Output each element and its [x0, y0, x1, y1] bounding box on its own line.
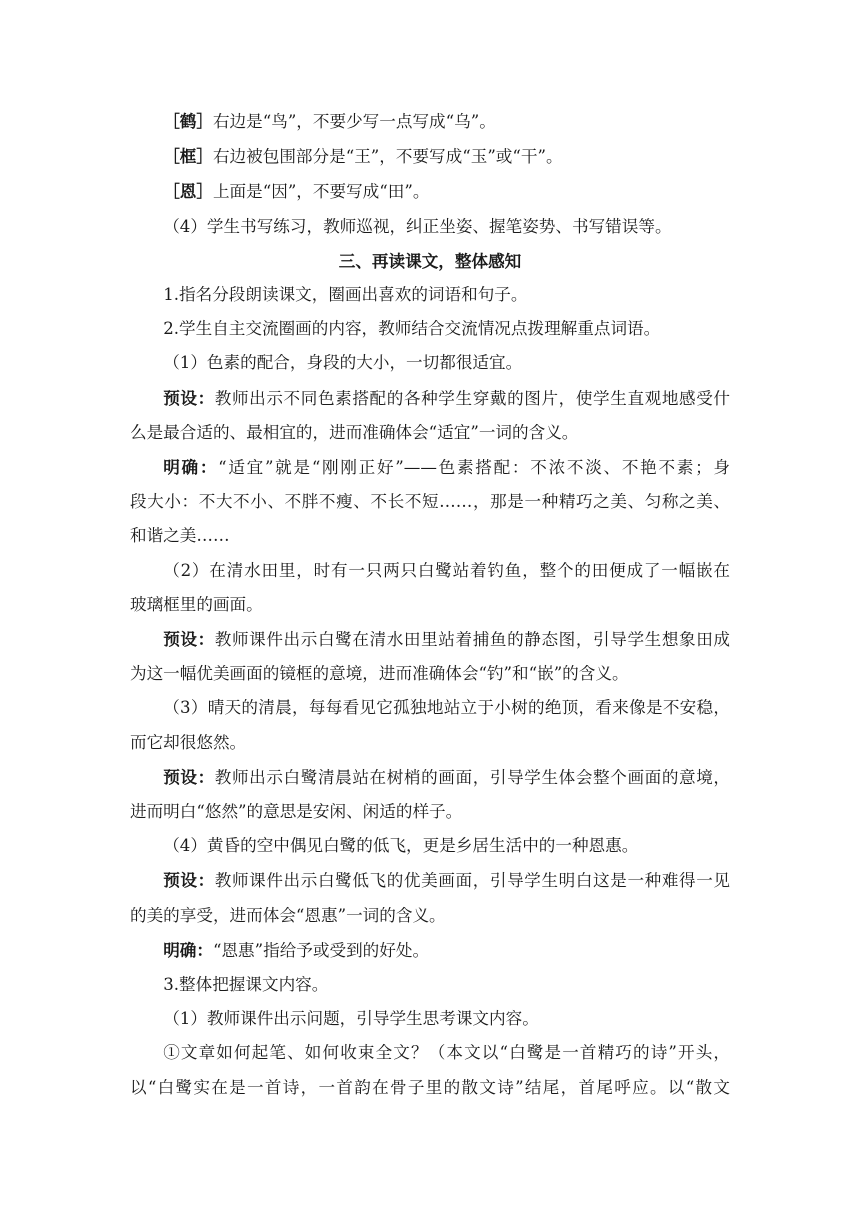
- step-3-1: （1）教师课件出示问题，引导学生思考课文内容。: [163, 1009, 539, 1029]
- q1-clarify-line: [130, 450, 730, 485]
- preset-label: 预设：: [163, 766, 215, 787]
- q1-clarify-line: 和谐之美……: [130, 526, 230, 546]
- clarify-text: “适宜”就是“刚刚正好”——色素搭配：不浓不淡、不艳不素；身: [218, 458, 731, 478]
- q3-preset-line: [130, 760, 730, 795]
- clarify-label: 明确：: [163, 457, 219, 478]
- char-note-text: 右边被包围部分是“王”，不要写成“玉”或“干”。: [212, 147, 563, 167]
- clarify-text: “恩惠”指给予或受到的好处。: [212, 940, 430, 960]
- char-term: ［恩］: [163, 181, 213, 202]
- clarify-label: 明确：: [163, 939, 213, 960]
- q1-preset-line: [130, 381, 730, 416]
- q1-clarify-line: 段大小：不大不小、不胖不瘦、不长不短……，那是一种精巧之美、匀称之美、: [130, 492, 730, 512]
- char-term: ［框］: [163, 146, 213, 167]
- section-heading: 三、再读课文，整体感知: [338, 250, 522, 271]
- q4-preset-line: [130, 863, 730, 898]
- preset-label: 预设：: [163, 870, 215, 891]
- char-note-kuang: [130, 139, 730, 174]
- q1-preset-line: 么是最合适的、最相宜的，进而准确体会“适宜”一词的含义。: [130, 422, 579, 442]
- q2-preset-line: [130, 622, 730, 657]
- char-note-he: [130, 104, 730, 139]
- question-2-line: （2）在清水田里，时有一只两只白鹭站着钓鱼，整个的田便成了一幅嵌在: [163, 560, 730, 580]
- question-2-line: 玻璃框里的画面。: [130, 594, 263, 614]
- q4-preset-line: 的美的享受，进而体会“恩惠”一词的含义。: [130, 905, 446, 925]
- preset-text: 教师出示不同色素搭配的各种学生穿戴的图片，使学生直观地感受什: [214, 388, 731, 408]
- question-3-line: 而它却很悠然。: [130, 732, 247, 752]
- preset-text: 教师出示白鹭清晨站在树梢的画面，引导学生体会整个画面的意境，: [214, 767, 731, 787]
- question-1: （1）色素的配合，身段的大小，一切都很适宜。: [163, 353, 523, 373]
- char-term: ［鹤］: [163, 111, 213, 131]
- q4-clarify: [130, 933, 730, 968]
- step-3-question-line: ①文章如何起笔、如何收束全文？（本文以“白鹭是一首精巧的诗”开头，: [163, 1043, 730, 1063]
- char-note-text: 上面是“因”，不要写成“田”。: [212, 182, 430, 202]
- preset-label: 预设：: [163, 629, 215, 650]
- question-4: （4）黄昏的空中偶见白鹭的低飞，更是乡居生活中的一种恩惠。: [163, 836, 639, 856]
- step-2: 2.学生自主交流圈画的内容，教师结合交流情况点拨理解重点词语。: [163, 319, 661, 339]
- step-3: 3.整体把握课文内容。: [163, 975, 329, 995]
- practice-paragraph: （4）学生书写练习，教师巡视，纠正坐姿、握笔姿势、书写错误等。: [163, 216, 672, 236]
- q3-preset-line: 进而明白“悠然”的意思是安闲、闲适的样子。: [130, 802, 463, 822]
- preset-text: 教师课件出示白鹭低飞的优美画面，引导学生明白这是一种难得一见: [214, 871, 731, 891]
- preset-text: 教师课件出示白鹭在清水田里站着捕鱼的静态图，引导学生想象田成: [214, 630, 731, 650]
- question-3-line: （3）晴天的清晨，每每看见它孤独地站立于小树的绝顶，看来像是不安稳，: [163, 698, 730, 718]
- preset-label: 预设：: [163, 387, 215, 408]
- q2-preset-line: 为这一幅优美画面的镜框的意境，进而准确体会“钓”和“嵌”的含义。: [130, 664, 629, 684]
- step-3-question-line: 以“白鹭实在是一首诗，一首韵在骨子里的散文诗”结尾，首尾呼应。以“散文: [130, 1077, 730, 1097]
- char-note-en: [130, 174, 730, 209]
- document-body: [130, 104, 730, 1105]
- step-1: 1.指名分段朗读课文，圈画出喜欢的词语和句子。: [163, 285, 528, 305]
- char-note-text: 右边是“鸟”，不要少写一点写成“乌”。: [212, 112, 496, 131]
